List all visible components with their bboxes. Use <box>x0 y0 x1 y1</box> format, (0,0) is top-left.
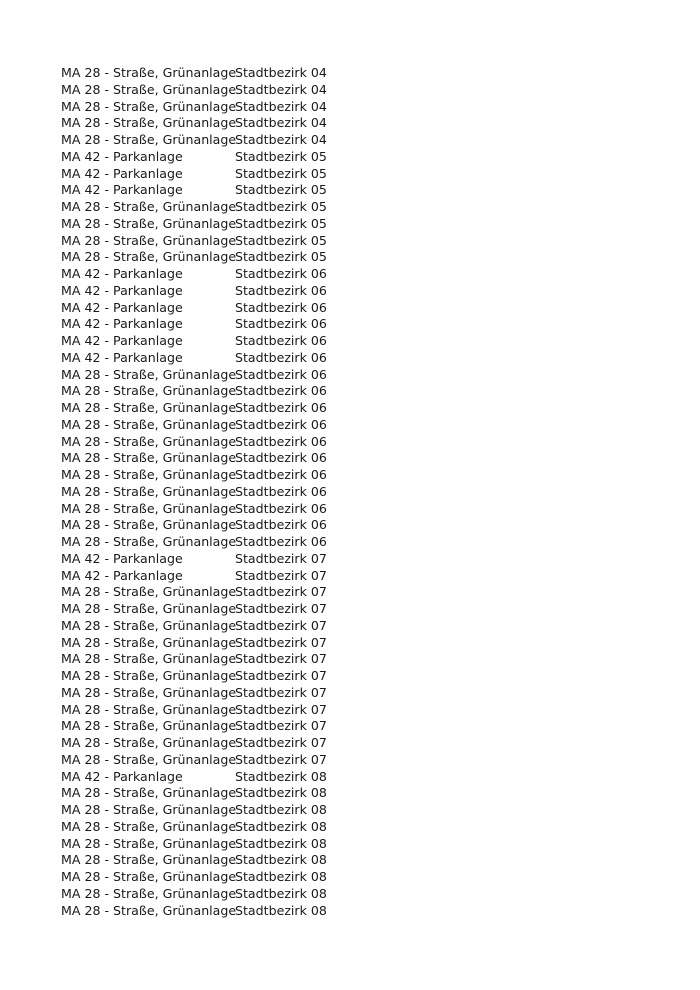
department-cell: MA 28 - Straße, Grünanlage <box>61 584 237 600</box>
department-cell: MA 28 - Straße, Grünanlage <box>61 467 237 482</box>
department-cell: MA 28 - Straße, Grünanlage <box>61 869 237 884</box>
district-cell: Stadtbezirk 06 <box>235 534 327 549</box>
district-cell: Stadtbezirk 05 <box>235 215 327 231</box>
table-row <box>61 651 355 668</box>
district-cell: Stadtbezirk 06 <box>235 483 327 499</box>
department-cell: MA 42 - Parkanlage <box>61 182 183 198</box>
department-cell: MA 42 - Parkanlage <box>61 148 183 164</box>
table-row <box>61 568 355 585</box>
district-cell: Stadtbezirk 07 <box>235 718 327 734</box>
table-row <box>61 702 355 719</box>
table-row <box>61 635 355 652</box>
district-cell: Stadtbezirk 05 <box>235 165 327 181</box>
department-cell: MA 28 - Straße, Grünanlage <box>61 534 237 549</box>
district-cell: Stadtbezirk 06 <box>235 333 327 348</box>
table-row <box>61 283 355 300</box>
department-cell: MA 28 - Straße, Grünanlage <box>61 701 237 717</box>
table-row <box>61 99 355 116</box>
district-cell: Stadtbezirk 08 <box>235 885 327 901</box>
district-cell: Stadtbezirk 07 <box>235 684 327 700</box>
district-cell: Stadtbezirk 06 <box>235 299 327 315</box>
table-row <box>61 618 355 635</box>
department-cell: MA 28 - Straße, Grünanlage <box>61 634 237 650</box>
table-row <box>61 802 355 819</box>
district-cell: Stadtbezirk 07 <box>235 634 327 650</box>
district-cell: Stadtbezirk 08 <box>235 785 327 801</box>
table-row <box>61 501 355 518</box>
table-row <box>61 300 355 317</box>
district-cell: Stadtbezirk 04 <box>235 81 327 97</box>
table-row <box>61 233 355 250</box>
district-cell: Stadtbezirk 08 <box>235 818 327 834</box>
department-cell: MA 28 - Straße, Grünanlage <box>61 132 237 147</box>
table-row <box>61 450 355 467</box>
department-cell: MA 28 - Straße, Grünanlage <box>61 668 237 683</box>
department-cell: MA 28 - Straße, Grünanlage <box>61 835 237 851</box>
district-cell: Stadtbezirk 06 <box>235 349 327 365</box>
department-cell: MA 28 - Straße, Grünanlage <box>61 684 237 700</box>
table-row <box>61 852 355 869</box>
table-row <box>61 249 355 266</box>
district-cell: Stadtbezirk 05 <box>235 182 327 198</box>
district-cell: Stadtbezirk 07 <box>235 601 327 616</box>
table-row <box>61 685 355 702</box>
district-cell: Stadtbezirk 06 <box>235 266 327 281</box>
department-cell: MA 28 - Straße, Grünanlage <box>61 802 237 817</box>
district-cell: Stadtbezirk 07 <box>235 550 327 566</box>
district-cell: Stadtbezirk 06 <box>235 316 327 332</box>
table-row <box>61 333 355 350</box>
table-row <box>61 132 355 149</box>
department-cell: MA 28 - Straße, Grünanlage <box>61 483 237 499</box>
department-cell: MA 28 - Straße, Grünanlage <box>61 751 237 767</box>
department-cell: MA 28 - Straße, Grünanlage <box>61 98 237 114</box>
department-cell: MA 28 - Straße, Grünanlage <box>61 65 237 80</box>
department-cell: MA 42 - Parkanlage <box>61 316 183 332</box>
table-row <box>61 752 355 769</box>
department-cell: MA 28 - Straße, Grünanlage <box>61 517 237 533</box>
district-cell: Stadtbezirk 04 <box>235 115 327 131</box>
department-cell: MA 28 - Straße, Grünanlage <box>61 400 237 415</box>
table-row <box>61 869 355 886</box>
table-row <box>61 383 355 400</box>
department-cell: MA 28 - Straße, Grünanlage <box>61 617 237 633</box>
department-cell: MA 42 - Parkanlage <box>61 333 183 348</box>
table-row <box>61 216 355 233</box>
department-cell: MA 42 - Parkanlage <box>61 299 183 315</box>
table-row <box>61 367 355 384</box>
data-table <box>61 65 355 919</box>
table-row <box>61 785 355 802</box>
department-cell: MA 28 - Straße, Grünanlage <box>61 718 237 734</box>
department-cell: MA 28 - Straße, Grünanlage <box>61 249 237 265</box>
table-row <box>61 434 355 451</box>
table-row <box>61 400 355 417</box>
table-row <box>61 182 355 199</box>
department-cell: MA 28 - Straße, Grünanlage <box>61 215 237 231</box>
district-cell: Stadtbezirk 07 <box>235 567 327 583</box>
table-row <box>61 199 355 216</box>
table-row <box>61 601 355 618</box>
department-cell: MA 28 - Straße, Grünanlage <box>61 232 237 248</box>
table-row <box>61 65 355 82</box>
district-cell: Stadtbezirk 06 <box>235 467 327 482</box>
district-cell: Stadtbezirk 07 <box>235 701 327 717</box>
table-row <box>61 668 355 685</box>
district-cell: Stadtbezirk 06 <box>235 450 327 466</box>
department-cell: MA 28 - Straße, Grünanlage <box>61 785 237 801</box>
table-row <box>61 417 355 434</box>
department-cell: MA 28 - Straße, Grünanlage <box>61 366 237 382</box>
table-row <box>61 517 355 534</box>
district-cell: Stadtbezirk 07 <box>235 735 327 750</box>
department-cell: MA 28 - Straße, Grünanlage <box>61 81 237 97</box>
table-row <box>61 350 355 367</box>
table-row <box>61 735 355 752</box>
department-cell: MA 42 - Parkanlage <box>61 768 183 784</box>
table-row <box>61 836 355 853</box>
table-row <box>61 82 355 99</box>
department-cell: MA 28 - Straße, Grünanlage <box>61 902 237 918</box>
district-cell: Stadtbezirk 04 <box>235 132 327 147</box>
department-cell: MA 28 - Straße, Grünanlage <box>61 433 237 449</box>
department-cell: MA 28 - Straße, Grünanlage <box>61 601 237 616</box>
department-cell: MA 42 - Parkanlage <box>61 349 183 365</box>
district-cell: Stadtbezirk 08 <box>235 902 327 918</box>
district-cell: Stadtbezirk 08 <box>235 768 327 784</box>
district-cell: Stadtbezirk 06 <box>235 282 327 298</box>
department-cell: MA 42 - Parkanlage <box>61 550 183 566</box>
department-cell: MA 28 - Straße, Grünanlage <box>61 651 237 667</box>
table-row <box>61 149 355 166</box>
district-cell: Stadtbezirk 06 <box>235 366 327 382</box>
district-cell: Stadtbezirk 08 <box>235 852 327 868</box>
district-cell: Stadtbezirk 06 <box>235 433 327 449</box>
district-cell: Stadtbezirk 08 <box>235 835 327 851</box>
district-cell: Stadtbezirk 05 <box>235 148 327 164</box>
department-cell: MA 28 - Straße, Grünanlage <box>61 885 237 901</box>
department-cell: MA 42 - Parkanlage <box>61 567 183 583</box>
department-cell: MA 28 - Straße, Grünanlage <box>61 735 237 750</box>
department-cell: MA 28 - Straße, Grünanlage <box>61 852 237 868</box>
district-cell: Stadtbezirk 06 <box>235 416 327 432</box>
table-row <box>61 266 355 283</box>
table-row <box>61 115 355 132</box>
district-cell: Stadtbezirk 06 <box>235 383 327 399</box>
department-cell: MA 28 - Straße, Grünanlage <box>61 450 237 466</box>
table-row <box>61 467 355 484</box>
department-cell: MA 28 - Straße, Grünanlage <box>61 383 237 399</box>
department-cell: MA 42 - Parkanlage <box>61 266 183 281</box>
table-row <box>61 316 355 333</box>
table-row <box>61 819 355 836</box>
district-cell: Stadtbezirk 05 <box>235 199 327 214</box>
district-cell: Stadtbezirk 06 <box>235 500 327 516</box>
department-cell: MA 28 - Straße, Grünanlage <box>61 115 237 131</box>
district-cell: Stadtbezirk 04 <box>235 65 327 80</box>
table-row <box>61 886 355 903</box>
table-row <box>61 769 355 786</box>
district-cell: Stadtbezirk 07 <box>235 668 327 683</box>
table-row <box>61 903 355 920</box>
district-cell: Stadtbezirk 08 <box>235 869 327 884</box>
district-cell: Stadtbezirk 08 <box>235 802 327 817</box>
district-cell: Stadtbezirk 05 <box>235 249 327 265</box>
department-cell: MA 42 - Parkanlage <box>61 282 183 298</box>
table-row <box>61 584 355 601</box>
department-cell: MA 28 - Straße, Grünanlage <box>61 818 237 834</box>
district-cell: Stadtbezirk 06 <box>235 517 327 533</box>
table-row <box>61 534 355 551</box>
table-row <box>61 551 355 568</box>
table-row <box>61 166 355 183</box>
department-cell: MA 28 - Straße, Grünanlage <box>61 500 237 516</box>
table-row <box>61 718 355 735</box>
department-cell: MA 42 - Parkanlage <box>61 165 183 181</box>
district-cell: Stadtbezirk 07 <box>235 584 327 600</box>
district-cell: Stadtbezirk 07 <box>235 651 327 667</box>
department-cell: MA 28 - Straße, Grünanlage <box>61 416 237 432</box>
table-row <box>61 484 355 501</box>
district-cell: Stadtbezirk 04 <box>235 98 327 114</box>
district-cell: Stadtbezirk 05 <box>235 232 327 248</box>
district-cell: Stadtbezirk 06 <box>235 400 327 415</box>
district-cell: Stadtbezirk 07 <box>235 751 327 767</box>
department-cell: MA 28 - Straße, Grünanlage <box>61 199 237 214</box>
district-cell: Stadtbezirk 07 <box>235 617 327 633</box>
